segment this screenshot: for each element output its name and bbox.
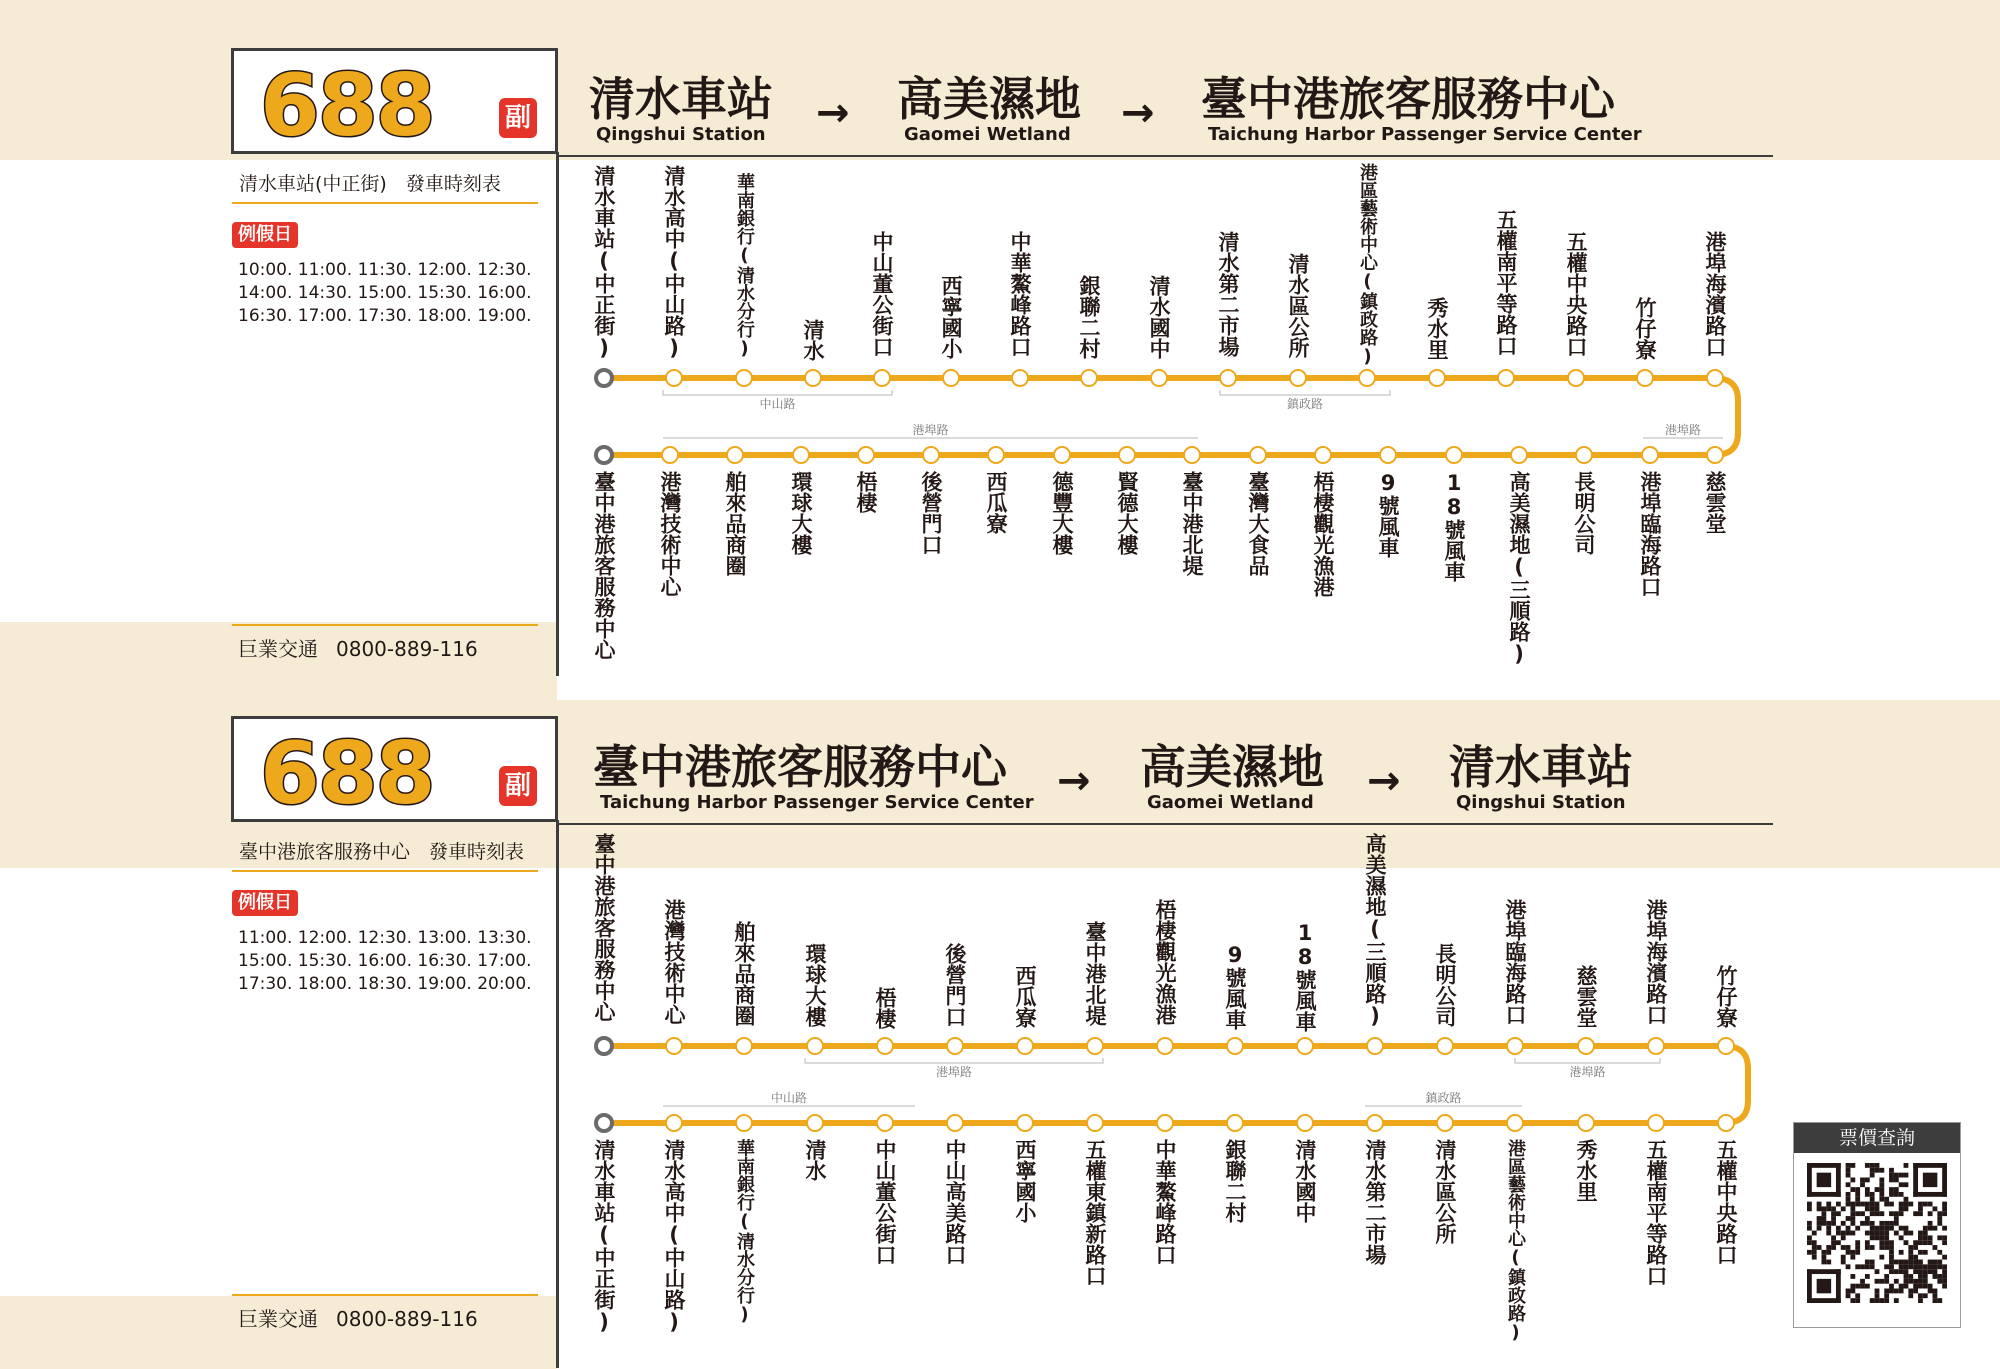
stop-label-top: 港埠海濱路口: [1703, 231, 1727, 357]
road-segment-label: 港埠路: [1643, 423, 1723, 437]
stop-label-top: 五權中央路口: [1564, 231, 1588, 357]
stop-label-bottom: 五權東鎮新路口: [1083, 1139, 1107, 1286]
stop-label-top: 華南銀行(清水分行): [734, 173, 755, 359]
holiday-badge: 例假日: [232, 890, 298, 916]
stop-marker-bottom: [1227, 1115, 1243, 1131]
stop-marker-top: [1297, 1038, 1313, 1054]
timetable-row: 16:30. 17:00. 17:30. 18:00. 19:00.: [238, 306, 532, 326]
stop-label-bottom: 西瓜寮: [984, 471, 1008, 534]
title-stop-en-1: Gaomei Wetland: [1147, 792, 1314, 813]
title-stop-cn-0: 清水車站: [589, 72, 773, 126]
stop-marker-top: [877, 1038, 893, 1054]
stop-label-top: 高美濕地(三順路): [1363, 833, 1387, 1028]
stop-label-bottom: 賢德大樓: [1115, 471, 1139, 555]
stop-marker-bottom: [1718, 1115, 1734, 1131]
stop-label-bottom: 五權南平等路口: [1644, 1139, 1668, 1286]
company-phone: 0800-889-116: [336, 637, 478, 661]
company-phone: 0800-889-116: [336, 1307, 478, 1331]
stop-label-bottom: 銀聯二村: [1223, 1139, 1247, 1223]
stop-label-bottom: 港區藝術中心(鎮政路): [1505, 1139, 1526, 1343]
top-segment-bracket: [1515, 1058, 1660, 1063]
stop-marker-bottom: [666, 1115, 682, 1131]
stop-label-bottom: 梧棲觀光漁港: [1311, 471, 1335, 597]
stop-label-bottom: 高美濕地(三順路): [1507, 471, 1531, 666]
stop-marker-top: [807, 1038, 823, 1054]
stop-marker-top: [736, 1038, 752, 1054]
title-stop-cn-0: 臺中港旅客服務中心: [593, 740, 1007, 794]
stop-marker-top: [1017, 1038, 1033, 1054]
stop-label-bottom: 18號風車: [1442, 471, 1466, 582]
title-stop-en-2: Qingshui Station: [1456, 792, 1626, 813]
road-segment-label: 中山路: [759, 397, 796, 411]
stop-marker-bottom: [1648, 1115, 1664, 1131]
stop-label-top: 後營門口: [943, 943, 967, 1027]
road-segment-label: 中山路: [663, 1091, 915, 1105]
stop-marker-bottom: [736, 1115, 752, 1131]
stop-label-bottom: 清水高中(中山路): [662, 1139, 686, 1334]
stop-marker-top: [596, 1038, 612, 1054]
stop-label-bottom: 中山高美路口: [943, 1139, 967, 1265]
stop-label-bottom: 五權中央路口: [1714, 1139, 1738, 1265]
stop-label-bottom: 清水車站(中正街): [592, 1139, 616, 1334]
stop-marker-bottom: [1297, 1115, 1313, 1131]
stop-marker-bottom: [877, 1115, 893, 1131]
stop-label-bottom: 臺中港北堤: [1180, 471, 1204, 576]
stop-label-top: 竹仔寮: [1633, 297, 1657, 360]
stop-label-top: 長明公司: [1433, 943, 1457, 1027]
stop-marker-bottom: [1507, 1115, 1523, 1131]
stop-label-top: 港灣技術中心: [662, 899, 686, 1025]
stop-label-top: 西寧國小: [939, 275, 963, 359]
arrow-right-icon: →: [816, 90, 850, 136]
stop-marker-top: [947, 1038, 963, 1054]
stop-label-bottom: 華南銀行(清水分行): [734, 1139, 755, 1325]
stop-label-top: 秀水里: [1425, 297, 1449, 360]
route-number: 688: [260, 724, 434, 824]
title-stop-en-1: Gaomei Wetland: [904, 124, 1071, 145]
title-stop-cn-1: 高美濕地: [897, 72, 1081, 126]
stop-label-bottom: 後營門口: [919, 471, 943, 555]
stop-marker-top: [1437, 1038, 1453, 1054]
stop-label-top: 臺中港旅客服務中心: [592, 833, 616, 1022]
stop-marker-bottom: [1437, 1115, 1453, 1131]
stop-label-top: 環球大樓: [803, 943, 827, 1027]
stop-marker-top: [1718, 1038, 1734, 1054]
stop-marker-bottom: [1367, 1115, 1383, 1131]
stop-marker-top: [1157, 1038, 1173, 1054]
route-number: 688: [260, 56, 434, 156]
holiday-badge: 例假日: [232, 222, 298, 248]
timetable-row: 14:00. 14:30. 15:00. 15:30. 16:00.: [238, 283, 532, 303]
stop-marker-bottom: [596, 1115, 612, 1131]
stop-label-top: 中華鰲峰路口: [1008, 231, 1032, 357]
stop-label-bottom: 長明公司: [1572, 471, 1596, 555]
fare-query-title: 票價查詢: [1794, 1123, 1960, 1153]
road-segment-label: 港埠路: [935, 1065, 972, 1079]
top-segment-bracket: [805, 1058, 1103, 1063]
stop-marker-bottom: [947, 1115, 963, 1131]
stop-label-top: 清水: [801, 319, 825, 361]
road-segment-label: 港埠路: [1569, 1065, 1606, 1079]
stop-label-top: 臺中港北堤: [1083, 921, 1107, 1026]
stop-marker-top: [666, 1038, 682, 1054]
timetable-row: 15:00. 15:30. 16:00. 16:30. 17:00.: [238, 951, 532, 971]
stop-label-top: 清水區公所: [1286, 253, 1310, 358]
stop-label-bottom: 清水區公所: [1433, 1139, 1457, 1244]
stop-label-bottom: 清水第二市場: [1363, 1139, 1387, 1265]
stop-label-top: 港區藝術中心(鎮政路): [1357, 163, 1378, 367]
stop-marker-top: [1227, 1038, 1243, 1054]
road-segment-label: 鎮政路: [1365, 1091, 1522, 1105]
timetable-row: 11:00. 12:00. 12:30. 13:00. 13:30.: [238, 928, 532, 948]
stop-marker-bottom: [1578, 1115, 1594, 1131]
stop-label-bottom: 清水國中: [1293, 1139, 1317, 1223]
stop-label-bottom: 中華鰲峰路口: [1153, 1139, 1177, 1265]
stop-marker-bottom: [1157, 1115, 1173, 1131]
timetable-row: 17:30. 18:00. 18:30. 19:00. 20:00.: [238, 974, 532, 994]
stop-label-bottom: 港埠臨海路口: [1638, 471, 1662, 597]
stop-label-top: 清水車站(中正街): [592, 165, 616, 360]
arrow-right-icon: →: [1367, 758, 1401, 804]
arrow-right-icon: →: [1057, 758, 1091, 804]
stop-label-bottom: 秀水里: [1574, 1139, 1598, 1202]
stop-label-bottom: 慈雲堂: [1703, 471, 1727, 534]
stop-label-top: 清水高中(中山路): [662, 165, 686, 360]
stop-label-bottom: 9號風車: [1376, 471, 1400, 558]
stop-label-top: 清水第二市場: [1216, 231, 1240, 357]
route-path: [604, 1046, 1748, 1123]
stop-label-top: 慈雲堂: [1574, 965, 1598, 1028]
stop-marker-bottom: [1017, 1115, 1033, 1131]
stop-label-top: 五權南平等路口: [1494, 209, 1518, 356]
title-stop-cn-2: 臺中港旅客服務中心: [1201, 72, 1615, 126]
sub-route-badge: 副: [499, 766, 537, 806]
title-stop-cn-2: 清水車站: [1449, 740, 1633, 794]
stop-label-bottom: 德豐大樓: [1050, 471, 1074, 555]
stop-label-bottom: 舶來品商圈: [723, 471, 747, 576]
timetable-row: 10:00. 11:00. 11:30. 12:00. 12:30.: [238, 260, 532, 280]
departure-station-label: 清水車站(中正街) 發車時刻表: [239, 173, 501, 195]
stop-label-top: 清水國中: [1147, 275, 1171, 359]
stop-marker-top: [1648, 1038, 1664, 1054]
stop-label-top: 9號風車: [1223, 943, 1247, 1030]
stop-marker-top: [1507, 1038, 1523, 1054]
stop-label-bottom: 臺灣大食品: [1246, 471, 1270, 576]
stop-marker-top: [1578, 1038, 1594, 1054]
stop-label-top: 18號風車: [1293, 921, 1317, 1032]
stop-label-top: 西瓜寮: [1013, 965, 1037, 1028]
arrow-right-icon: →: [1121, 90, 1155, 136]
title-stop-en-0: Qingshui Station: [596, 124, 766, 145]
stop-label-top: 舶來品商圈: [732, 921, 756, 1026]
stop-label-top: 中山董公街口: [870, 231, 894, 357]
stop-label-top: 港埠臨海路口: [1503, 899, 1527, 1025]
stop-label-top: 梧棲觀光漁港: [1153, 899, 1177, 1025]
title-stop-en-2: Taichung Harbor Passenger Service Center: [1208, 124, 1642, 145]
stop-label-bottom: 中山董公街口: [873, 1139, 897, 1265]
road-segment-label: 港埠路: [663, 423, 1198, 437]
title-stop-en-0: Taichung Harbor Passenger Service Center: [600, 792, 1034, 813]
title-stop-cn-1: 高美濕地: [1140, 740, 1324, 794]
stop-label-bottom: 臺中港旅客服務中心: [592, 471, 616, 660]
company-name: 巨業交通: [238, 637, 318, 661]
stop-label-top: 銀聯二村: [1077, 275, 1101, 359]
road-segment-label: 鎮政路: [1286, 397, 1323, 411]
company-name: 巨業交通: [238, 1307, 318, 1331]
stop-label-bottom: 清水: [803, 1139, 827, 1181]
stop-label-top: 港埠海濱路口: [1644, 899, 1668, 1025]
departure-station-label: 臺中港旅客服務中心 發車時刻表: [239, 841, 525, 863]
stop-label-bottom: 西寧國小: [1013, 1139, 1037, 1223]
stop-marker-bottom: [1087, 1115, 1103, 1131]
stop-marker-bottom: [807, 1115, 823, 1131]
sub-route-badge: 副: [499, 98, 537, 138]
stop-label-bottom: 環球大樓: [789, 471, 813, 555]
stop-label-bottom: 梧棲: [854, 471, 878, 513]
stop-label-bottom: 港灣技術中心: [658, 471, 682, 597]
stop-marker-top: [1087, 1038, 1103, 1054]
stop-label-top: 竹仔寮: [1714, 965, 1738, 1028]
stop-label-top: 梧棲: [873, 987, 897, 1029]
stop-marker-top: [1367, 1038, 1383, 1054]
